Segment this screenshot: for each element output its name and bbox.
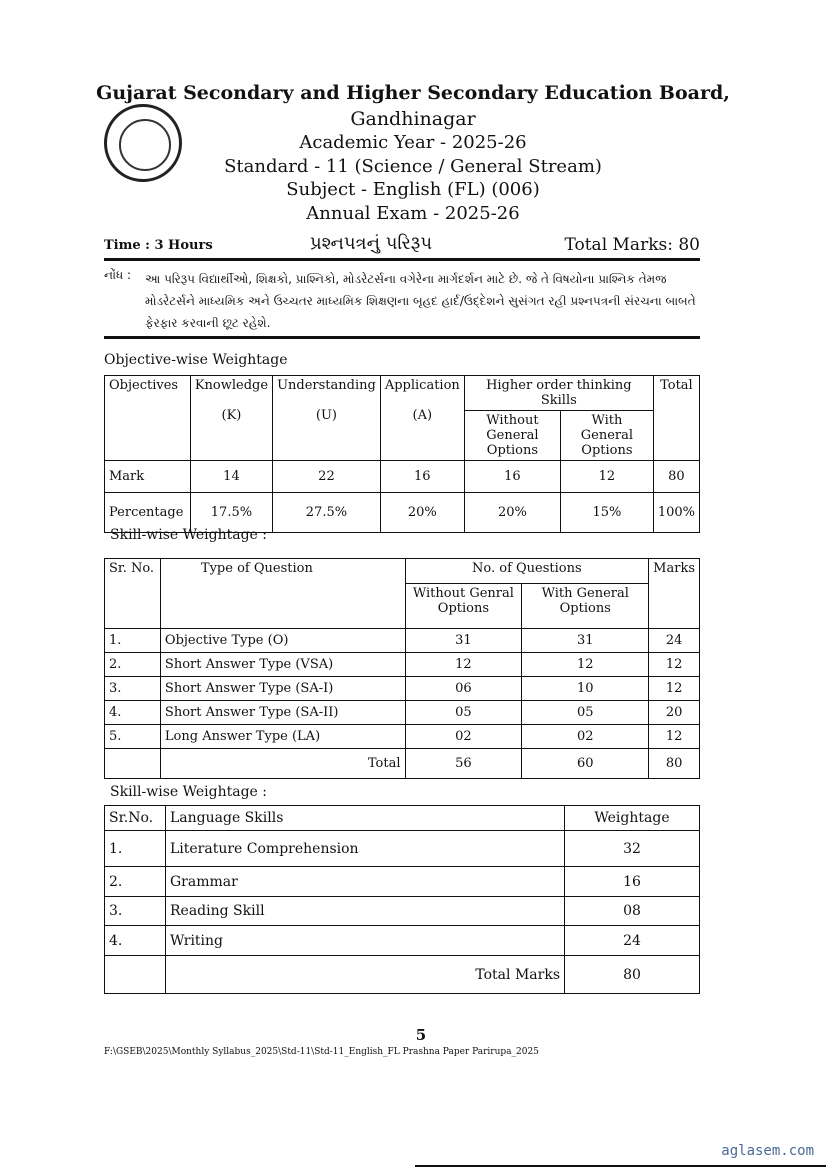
table-row bbox=[105, 831, 700, 867]
with: 12 bbox=[522, 653, 649, 677]
skill-weightage-title: Skill-wise Weightage : bbox=[110, 784, 267, 800]
header-type: Type of Question bbox=[160, 559, 405, 629]
objective-weightage-title: Objective-wise Weightage bbox=[104, 352, 288, 368]
board-city: Gandhinagar bbox=[350, 108, 476, 130]
with: 31 bbox=[522, 629, 649, 653]
header-weightage: Weightage bbox=[565, 806, 700, 831]
cell: 16 bbox=[464, 461, 560, 493]
note-label: નોંધ : bbox=[104, 268, 131, 282]
table-row bbox=[105, 653, 700, 677]
header-objectives: Objectives bbox=[105, 376, 191, 461]
without: 06 bbox=[405, 677, 522, 701]
type: Short Answer Type (SA-II) bbox=[160, 701, 405, 725]
skill: Reading Skill bbox=[166, 897, 565, 926]
sr: 4. bbox=[105, 701, 161, 725]
weightage: 08 bbox=[565, 897, 700, 926]
file-path: F:\GSEB\2025\Monthly Syllabus_2025\Std-11\Std-11_English_FL Prashna Paper Parirupa_2025 bbox=[104, 1047, 539, 1057]
type: Objective Type (O) bbox=[160, 629, 405, 653]
marks: 12 bbox=[649, 653, 700, 677]
paper-design-title: પ્રશ્નપત્રનું પરિરૂપ bbox=[310, 233, 433, 254]
question-weightage-title: Skill-wise Weightage : bbox=[110, 527, 267, 543]
cell: 20% bbox=[380, 493, 464, 533]
skill: Grammar bbox=[166, 867, 565, 897]
table-row bbox=[105, 629, 700, 653]
total-without: 56 bbox=[405, 749, 522, 779]
cell: 14 bbox=[190, 461, 272, 493]
sr: 1. bbox=[105, 629, 161, 653]
total-label: Total Marks bbox=[166, 956, 565, 994]
cell: 20% bbox=[464, 493, 560, 533]
header-sr: Sr.No. bbox=[105, 806, 166, 831]
table-row bbox=[105, 677, 700, 701]
type: Short Answer Type (SA-I) bbox=[160, 677, 405, 701]
header-understanding: Understanding (U) bbox=[273, 376, 381, 461]
without: 02 bbox=[405, 725, 522, 749]
cell: 12 bbox=[561, 461, 654, 493]
page-number: 5 bbox=[415, 1026, 427, 1044]
row-label: Mark bbox=[105, 461, 191, 493]
sr: 4. bbox=[105, 926, 166, 956]
divider bbox=[104, 336, 700, 339]
note-text: આ પરિરૂપ વિદ્યાર્થીઓ, શિક્ષકો, પ્રાશ્નિકો, મોડરેટર્સના વગેરેના માર્ગદર્શન માટે છે. જે તે વિષયોના પ્રાશ્નિક તેમજ મોડરેટર્સને માધ્યમિક અને ઉચ્ચતર માધ્યમિક શિક્ષણના બૃહદ હાર્દ/ઉદ્દેશને સુસંગત રહી પ્રશ્નપત્રની સંરચના બાબતે ફેરફાર કરવાની છૂટ રહેશે. bbox=[145, 272, 696, 330]
with: 10 bbox=[522, 677, 649, 701]
header-application: Application (A) bbox=[380, 376, 464, 461]
header-sr: Sr. No. bbox=[105, 559, 161, 629]
divider bbox=[104, 258, 700, 261]
header-no-questions: No. of Questions bbox=[405, 559, 649, 584]
sr: 1. bbox=[105, 831, 166, 867]
header-hots: Higher order thinking Skills bbox=[464, 376, 653, 411]
header-marks: Marks bbox=[649, 559, 700, 629]
without: 12 bbox=[405, 653, 522, 677]
cell: 15% bbox=[561, 493, 654, 533]
divider bbox=[415, 1165, 826, 1167]
sr: 2. bbox=[105, 653, 161, 677]
header-skills: Language Skills bbox=[166, 806, 565, 831]
table-row bbox=[105, 461, 700, 493]
total-marks: Total Marks: 80 bbox=[564, 235, 700, 255]
cell: 27.5% bbox=[273, 493, 381, 533]
board-name: Gujarat Secondary and Higher Secondary Education Board, bbox=[96, 82, 730, 104]
academic-year: Academic Year - 2025-26 bbox=[299, 132, 527, 153]
question-type-table bbox=[104, 558, 700, 779]
watermark: aglasem.com bbox=[721, 1143, 814, 1159]
table-row bbox=[105, 725, 700, 749]
total-row bbox=[105, 956, 700, 994]
exam: Annual Exam - 2025-26 bbox=[306, 203, 520, 224]
header-with-options: With General Options bbox=[561, 411, 654, 461]
header-with-options: With General Options bbox=[522, 584, 649, 629]
header-without-options: Without General Options bbox=[464, 411, 560, 461]
without: 31 bbox=[405, 629, 522, 653]
cell: 100% bbox=[653, 493, 699, 533]
sr: 3. bbox=[105, 677, 161, 701]
table-row bbox=[105, 897, 700, 926]
marks: 20 bbox=[649, 701, 700, 725]
type: Short Answer Type (VSA) bbox=[160, 653, 405, 677]
skill: Writing bbox=[166, 926, 565, 956]
header-total: Total bbox=[653, 376, 699, 461]
marks: 12 bbox=[649, 677, 700, 701]
with: 05 bbox=[522, 701, 649, 725]
table-row bbox=[105, 926, 700, 956]
table-row bbox=[105, 867, 700, 897]
total-weightage: 80 bbox=[565, 956, 700, 994]
header-knowledge: Knowledge (K) bbox=[190, 376, 272, 461]
marks: 12 bbox=[649, 725, 700, 749]
subject: Subject - English (FL) (006) bbox=[286, 179, 540, 200]
weightage: 24 bbox=[565, 926, 700, 956]
objective-weightage-table bbox=[104, 375, 700, 533]
cell: 17.5% bbox=[190, 493, 272, 533]
total-label: Total bbox=[160, 749, 405, 779]
marks: 24 bbox=[649, 629, 700, 653]
without: 05 bbox=[405, 701, 522, 725]
weightage: 16 bbox=[565, 867, 700, 897]
sr: 2. bbox=[105, 867, 166, 897]
sr: 5. bbox=[105, 725, 161, 749]
table-row bbox=[105, 701, 700, 725]
time: Time : 3 Hours bbox=[104, 238, 213, 253]
type: Long Answer Type (LA) bbox=[160, 725, 405, 749]
with: 02 bbox=[522, 725, 649, 749]
cell: 16 bbox=[380, 461, 464, 493]
total-row bbox=[105, 749, 700, 779]
row-label: Percentage bbox=[105, 493, 191, 533]
weightage: 32 bbox=[565, 831, 700, 867]
cell: 22 bbox=[273, 461, 381, 493]
total-with: 60 bbox=[522, 749, 649, 779]
header-without-options: Without Genral Options bbox=[405, 584, 522, 629]
skill-weightage-table bbox=[104, 805, 700, 994]
standard: Standard - 11 (Science / General Stream) bbox=[224, 156, 602, 177]
skill: Literature Comprehension bbox=[166, 831, 565, 867]
total-marks-cell: 80 bbox=[649, 749, 700, 779]
cell: 80 bbox=[653, 461, 699, 493]
sr: 3. bbox=[105, 897, 166, 926]
